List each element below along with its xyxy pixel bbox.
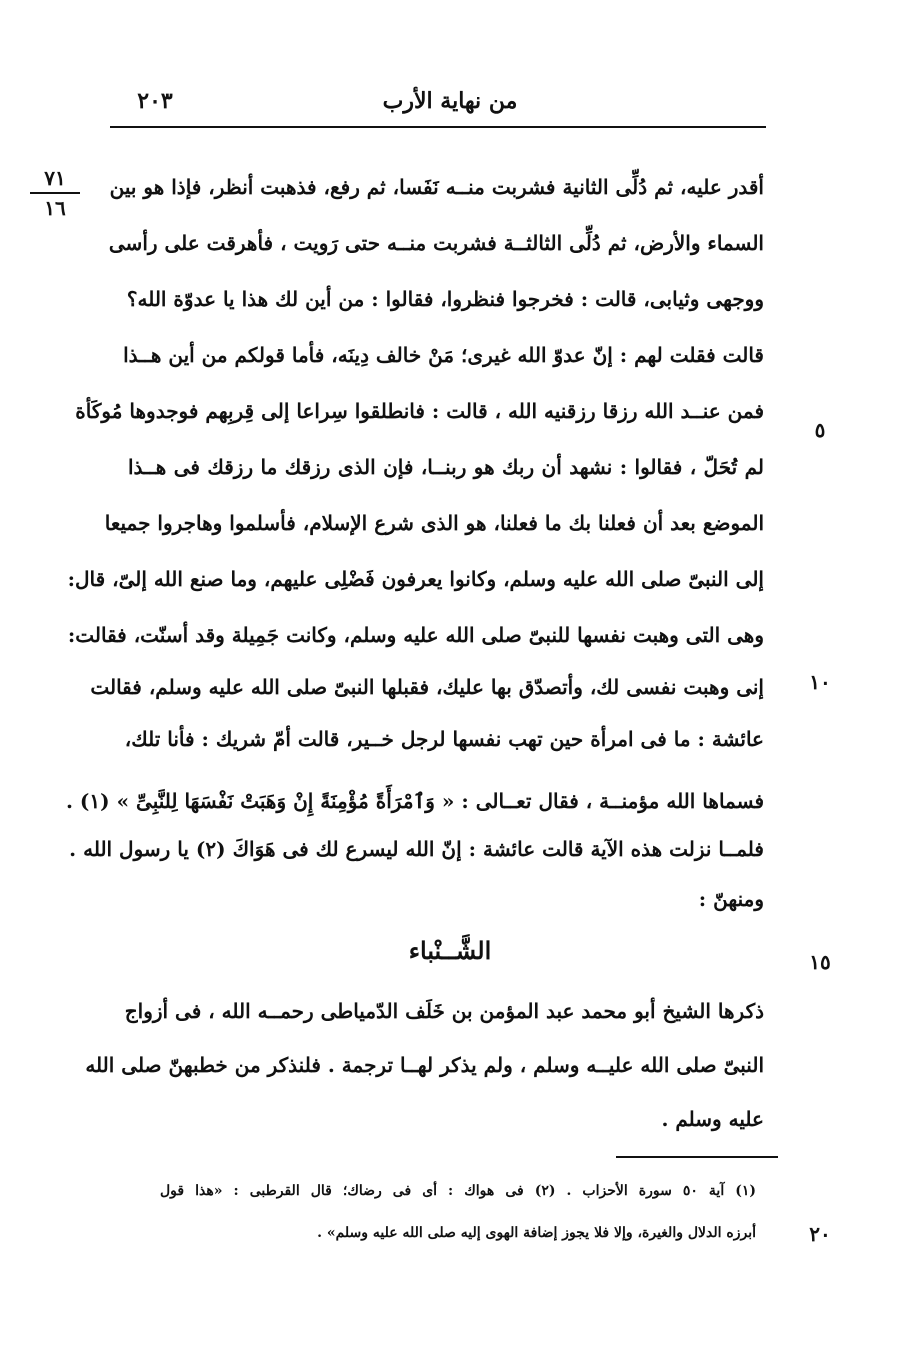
section-line: النبىّ صلى الله عليــه وسلم ، ولم يذكر لهــا ترجمة . فلنذكر من خطبهنّ صلى الله [85, 1053, 764, 1077]
section-line: عليه وسلم . [661, 1107, 764, 1131]
header-rule [110, 126, 766, 128]
section-heading: الشَّــنْباء [408, 936, 492, 965]
body-line: عائشة : ما فى امرأة حين تهب نفسها لرجل خــير، قالت أمّ شريك : فأنا تلك، [124, 727, 764, 751]
body-line: فلمــا نزلت هذه الآية قالت عائشة : إنّ الله ليسرع لك فى هَوَاكَ (٢) يا رسول الله . [69, 837, 764, 861]
body-line: إلى النبىّ صلى الله عليه وسلم، وكانوا يعرفون فَضْلِى عليهم، وما صنع الله إلىّ، قال: [67, 567, 764, 591]
line-number-20: ٢٠ [809, 1222, 831, 1246]
side-reference-rule [30, 192, 80, 194]
running-header-title: من نهاية الأرب [382, 88, 518, 114]
body-line: وهى التى وهبت نفسها للنبىّ صلى الله عليه وسلم، وكانت جَمِيلة وقد أسنّت، فقالت: [67, 623, 764, 647]
line-number-15: ١٥ [809, 950, 831, 974]
line-number-5: ٥ [814, 418, 826, 442]
body-line: الموضع بعد أن فعلنا بك ما فعلنا، هو الذى شرع الإسلام، فأسلموا وهاجروا جميعا [104, 511, 764, 535]
body-line: إنى وهبت نفسى لك، وأتصدّق بها عليك، فقبلها النبىّ صلى الله عليه وسلم، فقالت [90, 675, 764, 699]
body-line: قالت فقلت لهم : إنّ عدوّ الله غيرى؛ مَنْ خالف دِينَه، فأما قولكم من أين هــذا [123, 343, 764, 367]
body-line: لم تُحَلّ ، فقالوا : نشهد أن ربك هو ربنــا، فإن الذى رزقك ما رزقك فى هــذا [128, 455, 764, 479]
body-line: ووجهى وثيابى، قالت : فخرجوا فنظروا، فقالوا : من أين لك هذا يا عدوّة الله؟ [126, 287, 764, 311]
body-line: السماء والأرض، ثم دُلِّى الثالثــة فشربت منــه حتى رَويت ، فأهرقت على رأسى [108, 231, 764, 255]
side-reference [30, 168, 80, 218]
section-line: ذكرها الشيخ أبو محمد عبد المؤمن بن خَلَف الدّمياطى رحمــه الله ، فى أزواج [124, 999, 764, 1023]
side-reference-top: ٧١ [44, 166, 66, 190]
body-line: أقدر عليه، ثم دُلِّى الثانية فشربت منــه نَفَسا، ثم رفع، فذهبت أنظر، فإذا هو بين [109, 175, 764, 199]
body-line: فسماها الله مؤمنــة ، فقال تعــالى : « وَٱمْرَأَةً مُؤْمِنَةً إِنْ وَهَبَتْ نَفْسَهَا لِلنَّبِىِّ » (١) . [66, 789, 764, 813]
body-line: ومنهنّ : [698, 887, 764, 911]
line-number-10: ١٠ [809, 670, 831, 694]
footnote-rule [616, 1156, 778, 1158]
page-number: ٢٠٣ [137, 88, 173, 114]
footnote-line: أبرزه الدلال والغيرة، وإلا فلا يجوز إضافة الهوى إليه صلى الله عليه وسلم» . [317, 1225, 756, 1241]
footnote-line: (١) آية ٥٠ سورة الأحزاب . (٢) فى هواك : أى فى رضاك؛ قال القرطبى : «هذا قول [160, 1183, 757, 1199]
body-line: فمن عنــد الله رزقا رزقنيه الله ، قالت : فانطلقوا سِراعا إلى قِربِهم فوجدوها مُوكَأة [75, 399, 764, 423]
side-reference-bottom: ١٦ [44, 196, 66, 220]
